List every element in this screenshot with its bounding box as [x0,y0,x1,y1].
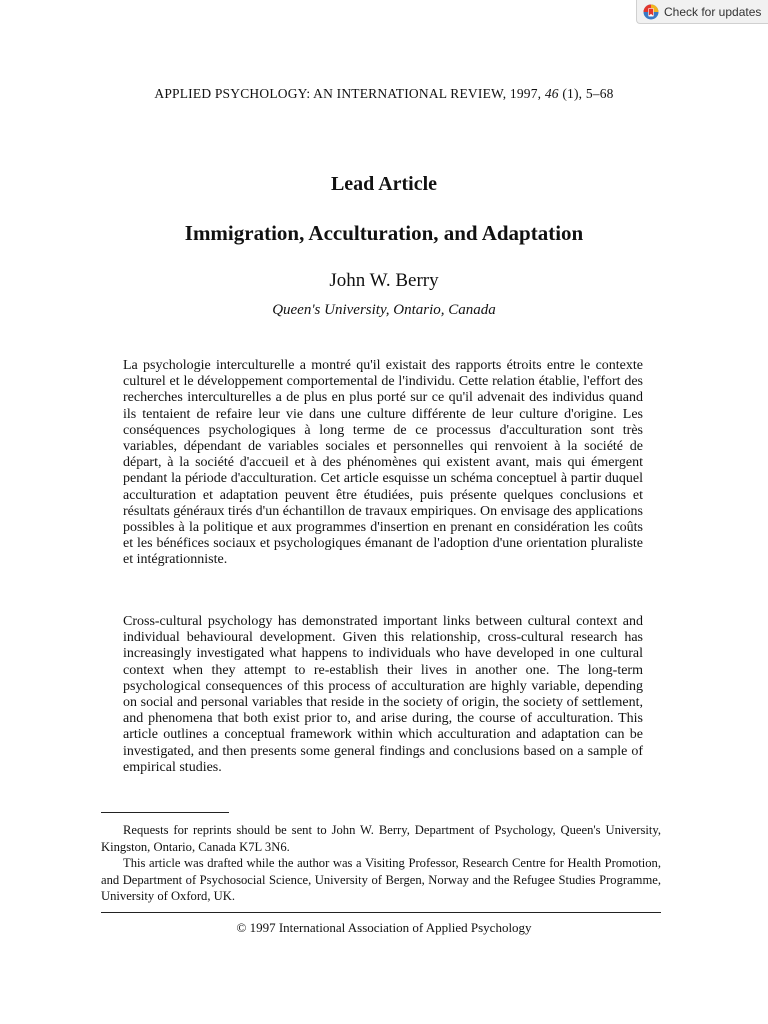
journal-name: APPLIED PSYCHOLOGY: AN INTERNATIONAL REVIEW, 1997, [154,86,542,101]
abstract-french: La psychologie interculturelle a montré qu'il existait des rapports étroits entre le contexte culturel et le développement comportemental de l'individu. Cette relation établie, l'effort des recherches interculturelles a de plus en plus porté sur ce qu'il advenait des individus quand ils tentaient de refaire leur vie dans une culture différente de leur culture d'origine. Les conséquences psychologiques à long terme de ce processus d'acculturation sont très variables, dépendant de variables sociales et personnelles qui renvoient à la société de départ, à la société d'accueil et à des phénomènes qui existent avant, mais qui émergent pendant la période d'acculturation. Cet article esquisse un schéma conceptuel à partir duquel acculturation et adaptation peuvent être étudiées, puis présente quelques conclusions et résultats généraux tirés d'un échantillon de travaux empiriques. On envisage des applications possibles à la politique et aux programmes d'insertion en prenant en considération les coûts et les bénéfices sociaux et psychologiques émanant de l'adoption d'une orientation pluraliste et intégrationniste. [123,358,643,568]
crossmark-icon [643,4,659,20]
footnotes [101,822,661,905]
check-for-updates-button[interactable] [636,0,768,24]
footnote-drafted: This article was drafted while the author was a Visiting Professor, Research Centre for Health Promotion, and Department of Psychosocial Science, University of Bergen, Norway and the Refugee Studies Programme, University of Oxford, UK. [101,856,661,903]
journal-volume: 46 [544,86,559,101]
author-name: John W. Berry [329,270,439,291]
section-label: Lead Article [330,173,438,195]
copyright-divider [101,912,661,913]
journal-running-head [0,86,768,102]
author-affiliation: Queen's University, Ontario, Canada [272,302,496,318]
article-title: Immigration, Acculturation, and Adaptation [184,221,584,245]
footnote-divider [101,812,229,813]
abstract-english: Cross-cultural psychology has demonstrated important links between cultural context and individual behavioural development. Given this relationship, cross-cultural research has increasingly investigated what happens to individuals who have developed in one cultural context when they attempt to re-establish their lives in another one. The long-term psychological consequences of this process of acculturation are highly variable, depending on social and personal variables that reside in the society of origin, the society of settlement, and phenomena that both exist prior to, and arise during, the course of acculturation. This article outlines a conceptual framework within which acculturation and adaptation can be investigated, and then presents some general findings and conclusions based on a sample of empirical studies. [123,614,643,775]
copyright-notice: © 1997 International Association of Applied Psychology [236,920,532,935]
journal-issue-pages: (1), 5–68 [562,86,614,101]
check-for-updates-label: Check for updates [664,4,762,19]
footnote-reprints: Requests for reprints should be sent to John W. Berry, Department of Psychology, Queen's University, Kingston, Ontario, Canada K7L 3N6. [101,823,661,854]
